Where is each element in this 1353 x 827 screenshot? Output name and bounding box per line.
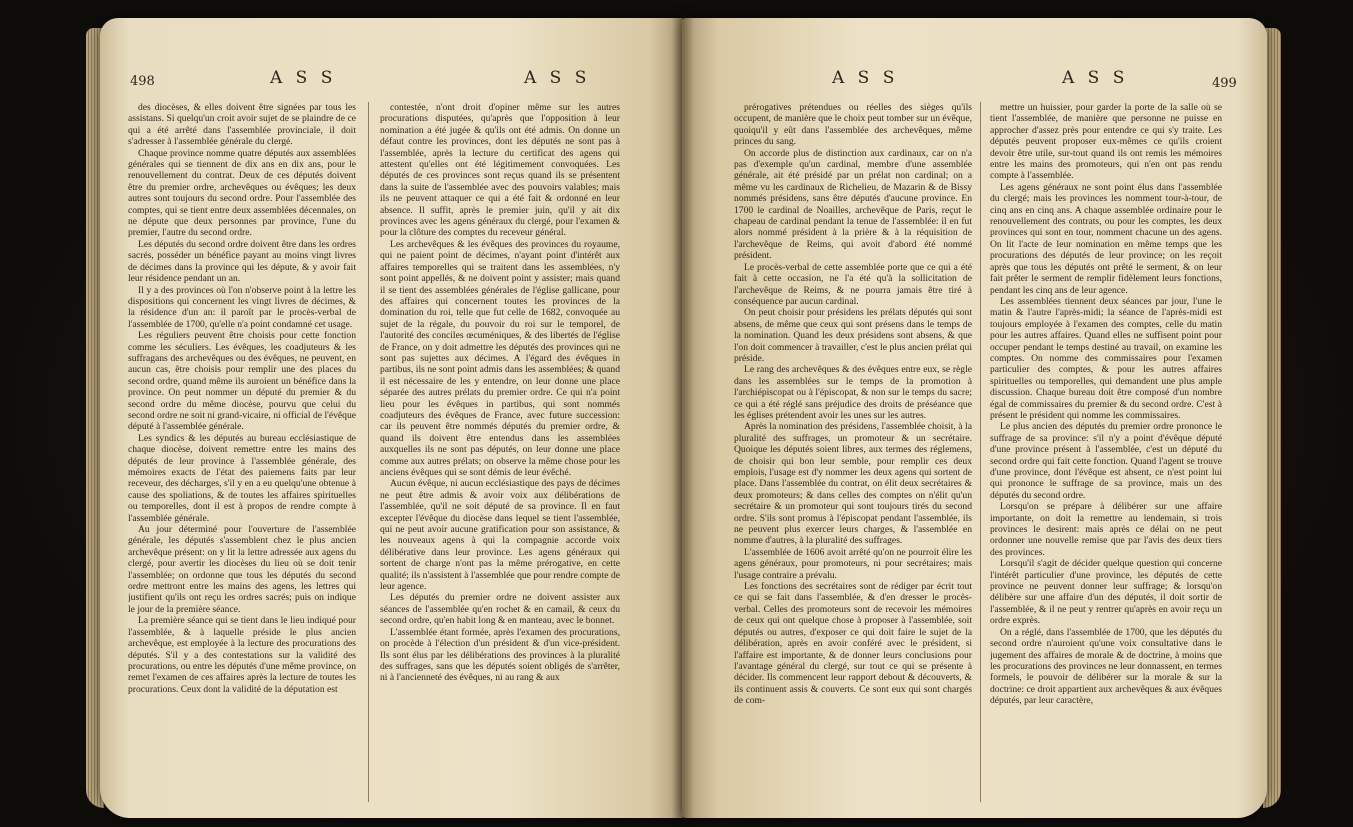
right-page-number: 499 <box>1212 76 1237 91</box>
paragraph: mettre un huissier, pour garder la porte de la salle où se tient l'assemblée, de manière que personne ne puisse en approcher d'assez près pour entendre ce qui s'y traite. Les députés peuvent proposer eux-mêmes ce qu'ils croient devoir être utile, sur-tout quand ils ont remis les mémoires entre les mains des promoteurs, qui n'en ont pas rendu compte à l'assemblée. <box>990 102 1222 182</box>
left-running-head-2: A S S <box>524 68 591 88</box>
paragraph: Les députés du premier ordre ne doivent assister aux séances de l'assemblée qu'en rochet & en camail, & ceux du second ordre, qu'en habit long & en manteau, avec le bonnet. <box>380 592 620 627</box>
left-running-head-1: A S S <box>270 68 337 88</box>
paragraph: Au jour déterminé pour l'ouverture de l'assemblée générale, les députés s'assemblent chez le plus ancien archevêque présent: on y lit la lettre adressée aux agens du clergé, pour avertir les diocèses du lieu où se doit tenir l'assemblée; on ordonne que tous les députés du second ordre mettront entre les mains des agens, les lettres qui justifient qu'ils ont reçu les ordres sacrés; puis on indique le jour de la première séance. <box>128 524 356 615</box>
paragraph: Les fonctions des secrétaires sont de rédiger par écrit tout ce qui se fait dans l'assemblée, & d'en dresser le procès-verbal. Celles des promoteurs sont de recevoir les mémoires de ceux qui ont quelque chose à proposer à l'assemblée, soit députés ou autres, d'exposer ce qui doit faire le sujet de la délibération, après en avoir conféré avec le président, si l'affaire est importante, & de donner leurs conclusions pour l'avantage général du clergé, sur tout ce qui se présente à décider. Ils commencent leur rapport debout & découverts, & ils continuent assis & couverts. Ce sont eux qui sont chargés de com- <box>734 581 972 707</box>
paragraph: On peut choisir pour présidens les prélats députés qui sont absens, de même que ceux qui sont présens dans le temps de la nomination. Quand les deux présidens sont absens, & que l'on doit commencer à travailler, c'est le plus ancien prélat qui préside. <box>734 307 972 364</box>
right-running-head-2: A S S <box>1062 68 1129 88</box>
right-column-1 <box>734 102 972 808</box>
paragraph: prérogatives prétendues ou réelles des sièges qu'ils occupent, de manière que le choix peut tomber sur un évêque, quoiqu'il y eût dans l'assemblée des archevêques, même princes du sang. <box>734 102 972 148</box>
left-column-2 <box>380 102 620 808</box>
left-column-1 <box>128 102 356 808</box>
paragraph: contestée, n'ont droit d'opiner même sur les autres procurations disputées, qu'après que l'opposition à leur nomination a été jugée & qu'ils ont été admis. On donne un défaut contre les provinces, dont les députés ne sont pas à l'assemblée, après la lecture du certificat des agens qui attestent qu'elles ont été légitimement convoquées. Les députés de ces provinces sont reçus quand ils se présentent dans la suite de l'assemblée avec des pouvoirs valables; mais ils ne peuvent attaquer ce qui a été fait & ordonné en leur absence. Il suffit, après le premier juin, qu'il y ait dix provinces avec les agens généraux du clergé, pour l'examen & pour la clôture des comptes du receveur général. <box>380 102 620 239</box>
paragraph: Le plus ancien des députés du premier ordre prononce le suffrage de sa province: s'il n'y a point d'évêque député d'une province présent à l'assemblée, c'est un député du second ordre qui fait cette fonction. Quand l'agent se trouve d'une province, dont l'évêque est absent, ce n'est point lui qui prononce le suffrage de sa province, mais un des députés du second ordre. <box>990 421 1222 501</box>
column-rule <box>980 102 981 802</box>
paragraph: L'assemblée de 1606 avoit arrêté qu'on ne pourroit élire les agens généraux, pour promoteurs, ni pour secrétaires; mais l'usage contraire a prévalu. <box>734 546 972 581</box>
paragraph: Lorsqu'il s'agit de décider quelque question qui concerne l'intérêt particulier d'une province, les députés de cette province ne peuvent donner leur suffrage; & lorsqu'on délibère sur une affaire d'un des députés, il doit sortir de l'assemblée, & il ne peut y rentrer qu'après en avoir reçu un ordre exprès. <box>990 558 1222 627</box>
paragraph: Les syndics & les députés au bureau ecclésiastique de chaque diocèse, doivent remettre entre les mains des députés de leur province à l'assemblée générale, des mémoires exacts de l'état des paiemens faits par leur receveur, des décharges, s'il y en a eu quelqu'une obtenue à cause des spoliations, & de toutes les affaires spirituelles ou temporelles, dont il est à propos de rendre compte à l'assemblée générale. <box>128 432 356 524</box>
paragraph: Le rang des archevêques & des évêques entre eux, se règle dans les assemblées sur le temps de la promotion à l'archiépiscopat ou à l'épiscopat, & non sur le temps du sacre; ce qui a été réglé sans préjudice des droits de préséance que les églises prétendent avoir les unes sur les autres. <box>734 364 972 421</box>
paragraph: Aucun évêque, ni aucun ecclésiastique des pays de décimes ne peut être admis & avoir voix aux délibérations de l'assemblée, qu'il ne soit député de sa province. Il en faut excepter l'évêque du diocèse dans lequel se tient l'assemblée, qui ne peut avoir aucune gratification pour son assistance, & les nouveaux agens à qui la compagnie accorde voix délibérative dans leur province. Les agens généraux qui sortent de charge n'ont pas la même prérogative, en cette qualité; ils n'assistent à l'assemblée que pour rendre compte de leur agence. <box>380 478 620 593</box>
right-page <box>682 18 1267 818</box>
paragraph: On a réglé, dans l'assemblée de 1700, que les députés du second ordre n'auroient qu'une voix consultative dans le jugement des affaires de morale & de doctrine, à moins que les procurations des provinces ne leur donnassent, en termes formels, le pouvoir de délibérer sur la morale & sur la doctrine: ce droit appartient aux archevêques & aux évêques députés, par leur caractère, <box>990 626 1222 707</box>
paragraph: L'assemblée étant formée, après l'examen des procurations, on procède à l'élection d'un président & d'un vice-président. Ils sont élus par les délibérations des provinces à la pluralité des suffrages, sans que les députés soient obligés de s'arrêter, ni à l'ancienneté des évêques, ni au rang & aux <box>380 626 620 684</box>
left-page-number: 498 <box>130 74 155 89</box>
right-running-head-1: A S S <box>832 68 899 88</box>
paragraph: des diocèses, & elles doivent être signées par tous les assistans. Si quelqu'un croit avoir sujet de se plaindre de ce qui a été arrêté dans l'assemblée provinciale, il doit s'adresser à l'assemblée générale du clergé. <box>128 102 356 148</box>
paragraph: Les députés du second ordre doivent être dans les ordres sacrés, posséder un bénéfice payant au moins vingt livres de décimes dans la province qui les députe, & y avoir fait leur résidence pendant un an. <box>128 238 356 285</box>
paragraph: On accorde plus de distinction aux cardinaux, car on n'a pas d'exemple qu'un cardinal, membre d'une assemblée générale, ait été présidé par un prélat non cardinal; on a même vu les cardinaux de Richelieu, de Mazarin & de Bissy nommés présidens, sans être députés d'aucune province. En 1700 le cardinal de Noailles, archevêque de Paris, reçut le chapeau de cardinal pendant la tenue de l'assemblée: il en fut alors nommé président à la prière & à la réquisition de l'archevêque de Reims, qui avoit d'abord été nommé président. <box>734 147 972 262</box>
paragraph: Après la nomination des présidens, l'assemblée choisit, à la pluralité des suffrages, un promoteur & un secrétaire. Quoique les députés soient libres, aux termes des réglemens, de choisir qui bon leur semble, pour remplir ces deux emplois, l'usage est d'y nommer les deux agens qui sortent de place. Dans l'assemblée du contrat, on élit deux secrétaires & deux promoteurs; & dans celles des comptes on n'élit qu'un secrétaire & un promoteur qui sont toujours tirés du second ordre. S'ils sont promus à l'épiscopat pendant l'assemblée, ils ne peuvent plus exercer leurs charges, & l'assemblée en nomme d'autres, à la pluralité des suffrages. <box>734 421 972 547</box>
paragraph: Les archevêques & les évêques des provinces du royaume, qui ne paient point de décimes, n'ayant point d'intérêt aux affaires temporelles qui se traitent dans les assemblées, n'y sont point appellés, & ne doivent point y assister; mais quand il se tient des assemblées générales de l'église gallicane, pour des affaires qui concernent toutes les provinces de la domination du roi, telle que fut celle de 1682, convoquée au sujet de la régale, du pouvoir du roi sur le temporel, de l'autorité des conciles œcuméniques, & des libertés de l'église de France, on y doit admettre les députés des provinces qui ne sont pas sujettes aux décimes. A l'égard des évêques in partibus, ils ne sont point admis dans les assemblées; & quand il est nécessaire de les y entendre, on leur donne une place séparée des autres prélats du premier ordre. Ce qui n'a point lieu pour les évêques in partibus, qui sont nommés coadjuteurs des évêques de France, avec future succession: car ils peuvent être nommés députés du premier ordre, & quand ils doivent être entendus dans les assemblées auxquelles ils ne sont pas députés, on leur donne une place comme aux autres prélats; on observe la même chose pour les anciens évêques qui se sont démis de leur évêché. <box>380 238 620 478</box>
paragraph: La première séance qui se tient dans le lieu indiqué pour l'assemblée, & à laquelle préside le plus ancien archevêque, est employée à la lecture des procurations des députés. S'il y a des contestations sur la validité des procurations, ou entre les députés d'une même province, on remet l'examen de ces affaires après la lecture de toutes les procurations. Ceux dont la validité de la députation est <box>128 615 356 695</box>
left-page <box>100 18 685 818</box>
book-gutter <box>672 18 694 818</box>
paragraph: Chaque province nomme quatre députés aux assemblées générales qui se tiennent de dix ans en dix ans, pour le renouvellement du contrat. Deux de ces députés doivent être du premier ordre, archevêques ou évêques; les deux autres sont toujours du second ordre. Pour l'assemblée des comptes, qui se tient entre deux assemblées décennales, on ne députe que deux personnes par province, l'une du premier, l'autre du second ordre. <box>128 147 356 239</box>
right-column-2 <box>990 102 1222 808</box>
paragraph: Les réguliers peuvent être choisis pour cette fonction comme les séculiers. Les évêques, les coadjuteurs & les suffragans des archevêques ou des évêques, ne peuvent, en aucun cas, être choisis pour remplir une des places du second ordre, quand même ils auroient un bénéfice dans la province. On peut nommer un député du premier & du second ordre du même diocèse, pourvu que celui du second ordre ne soit ni grand-vicaire, ni official de l'évêque député à l'assemblée générale. <box>128 330 356 433</box>
column-rule <box>368 102 369 802</box>
paragraph: Il y a des provinces où l'on n'observe point à la lettre les dispositions qui concernent les vingt livres de décimes, & la résidence d'un an: il paroît par le procès-verbal de l'assemblée de 1700, qu'elle n'a point condamné cet usage. <box>128 284 356 330</box>
paragraph: Les assemblées tiennent deux séances par jour, l'une le matin & l'autre l'après-midi; la séance de l'après-midi est toujours employée à l'examen des comptes, celle du matin pour les autres affaires. Quand elles ne suffisent point pour occuper pendant le temps destiné au travail, on examine les comptes. On nomme des commissaires pour l'examen particulier des comptes, & pour les autres affaires spirituelles ou temporelles, qui demandent une plus ample discussion. Chaque bureau doit être composé d'un nombre égal de commissaires du premier & du second ordre. C'est à présent le président qui nomme les commissaires. <box>990 295 1222 421</box>
paragraph: Les agens généraux ne sont point élus dans l'assemblée du clergé; mais les provinces les nomment tour-à-tour, de cinq ans en cinq ans. A chaque assemblée ordinaire pour le renouvellement des contrats, ou pour les comptes, les deux provinces qui sont en tour, nomment chacune un des agens. On lit l'acte de leur nomination en même temps que les procurations des députés de leur province; on les reçoit après que tous les députés ont prêté le serment, & on leur fait prêter le serment de remplir fidèlement leurs fonctions, pendant les cinq ans de leur agence. <box>990 181 1222 296</box>
paragraph: Le procès-verbal de cette assemblée porte que ce qui a été fait à cette occasion, ne l'a été qu'à la sollicitation de l'archevêque de Reims, & ne pourra jamais être tiré à conséquence par aucun cardinal. <box>734 261 972 307</box>
paragraph: Lorsqu'on se prépare à délibérer sur une affaire importante, on doit la remettre au lendemain, si trois provinces le desirent: mais après ce délai on ne peut ordonner une nouvelle remise que par l'avis des deux tiers des provinces. <box>990 501 1222 558</box>
